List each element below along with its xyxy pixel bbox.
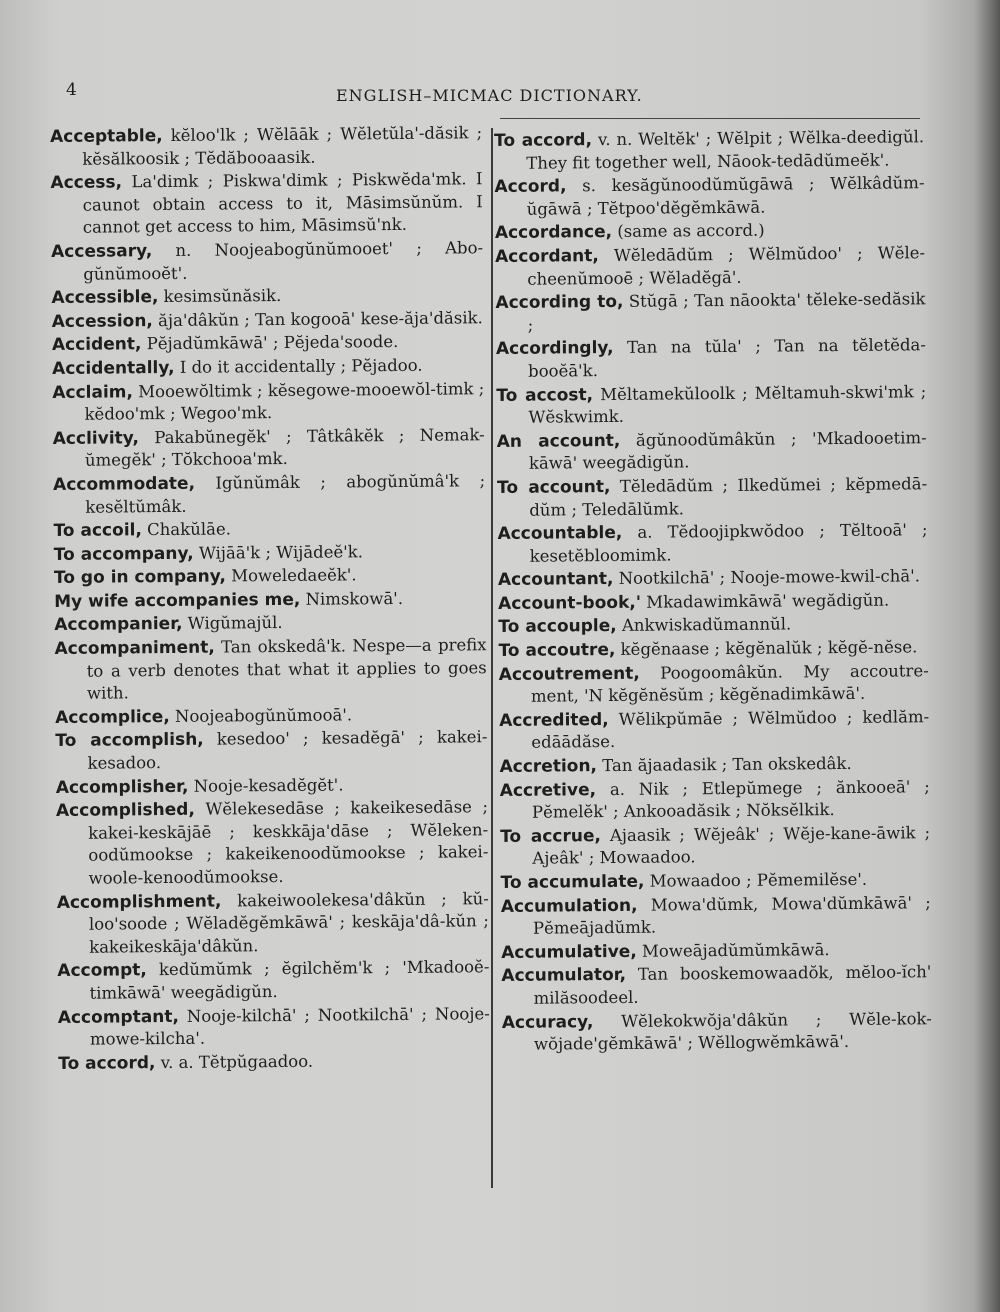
- dictionary-entry: [497, 427, 927, 476]
- definition: I do it accidentally ; Pĕjadoo.: [179, 355, 423, 377]
- headword: Acceptable,: [50, 126, 163, 147]
- definition: Ajaasik ; Wĕjeâk' ; Wĕje-kane-āwik ; Ajeâk' ; Mowaadoo.: [532, 823, 931, 869]
- definition: Tan ăjaadasik ; Tan okskedâk.: [602, 753, 852, 776]
- right-column: [494, 126, 932, 1057]
- headword: Accomptant,: [57, 1006, 180, 1028]
- headword: Accessible,: [51, 287, 159, 309]
- headword: Account-book,': [498, 592, 642, 614]
- dictionary-entry: [51, 283, 483, 309]
- definition: kĕloo'lk ; Wĕlāāk ; Wĕletŭla'-dăsik ; kĕsălkoosik ; Tĕdăbooaasik.: [82, 123, 483, 169]
- dictionary-entry: [497, 473, 927, 522]
- headword: My wife accompanies me,: [54, 589, 301, 612]
- definition: v. a. Tĕtpŭgaadoo.: [160, 1051, 314, 1072]
- definition: Chakŭlāe.: [147, 519, 232, 540]
- headword: Accordant,: [495, 246, 599, 267]
- definition: Wĕlekokwŏja'dâkŭn ; Wĕle-kok-wŏjade'gĕmkāwā' ; Wĕllogwĕmkāwā'.: [533, 1008, 932, 1054]
- dictionary-entry: [496, 381, 926, 430]
- definition: kakeiwoolekesa'dâkŭn ; kŭ-loo'soode ; Wĕladĕgĕmkāwā' ; keskāja'dâ-kŭn ; kakeikeskāja'dâkŭn.: [88, 888, 490, 957]
- dictionary-entry: [497, 519, 927, 568]
- dictionary-entry: [494, 172, 924, 221]
- dictionary-entry: [54, 563, 486, 589]
- dictionary-entry: [499, 660, 929, 709]
- headword: Accident,: [51, 334, 142, 356]
- dictionary-entry: [500, 868, 930, 894]
- dictionary-entry: [55, 727, 487, 776]
- dictionary-entry: [500, 822, 930, 871]
- definition: kesimsŭnăsik.: [163, 286, 282, 307]
- headword: To go in company,: [53, 566, 227, 589]
- headword: Accessary,: [51, 241, 153, 262]
- column-divider: [491, 128, 493, 1188]
- dictionary-entry: [501, 938, 931, 964]
- definition: Wigŭmajŭl.: [187, 613, 283, 634]
- dictionary-entry: [50, 168, 483, 240]
- headword: Accomplice,: [55, 706, 170, 728]
- dictionary-entry: [58, 1003, 490, 1052]
- definition: a. Nik ; Etlepŭmege ; ănkooeā' ; Pĕmelĕk' ; Ankooadăsik ; Nŏksĕlkik.: [531, 776, 930, 822]
- headword: Accretion,: [499, 756, 598, 778]
- definition: Mowaadoo ; Pĕmemilĕse'.: [649, 869, 868, 891]
- headword: Acclivity,: [52, 427, 140, 449]
- dictionary-entry: [495, 219, 925, 245]
- dictionary-entry: [53, 424, 485, 473]
- dictionary-entry: [55, 703, 487, 729]
- dictionary-entry: [57, 957, 489, 1006]
- definition: Wĕledādŭm ; Wĕlmŭdoo' ; Wĕle-cheenŭmooē ; Wĕladĕgā'.: [527, 243, 926, 289]
- definition: n. Noojeabogŭnŭmooet' ; Abo-gŭnŭmooĕt'.: [83, 238, 484, 284]
- dictionary-entry: [499, 706, 929, 755]
- headword: Accuracy,: [501, 1011, 594, 1033]
- definition: Nimskowā'.: [305, 588, 404, 609]
- dictionary-entry: [495, 242, 925, 291]
- definition: Tĕledādŭm ; Ilkedŭmei ; kĕpmedā-dŭm ; Teledālŭmk.: [529, 474, 928, 520]
- running-title: ENGLISH–MICMAC DICTIONARY.: [336, 86, 643, 105]
- dictionary-entry: [50, 122, 482, 171]
- definition: Mowa'dŭmk, Mowa'dŭmkāwā' ; Pĕmeājadŭmk.: [532, 892, 931, 938]
- dictionary-entry: [57, 888, 490, 960]
- headword: To accomplish,: [55, 730, 204, 752]
- definition: Tan okskedâ'k. Nespe—a prefix to a verb denotes that what it applies to goes with.: [86, 635, 487, 703]
- headword: Accession,: [51, 310, 153, 332]
- definition: kesedoo' ; kesadĕgā' ; kakei-kesadoo.: [87, 727, 488, 773]
- definition: Nootkilchā' ; Nooje-mowe-kwil-chā'.: [618, 566, 921, 589]
- headword: Accredited,: [499, 709, 609, 731]
- definition: Tan na tŭla' ; Tan na tĕletĕda-booĕā'k.: [528, 335, 926, 381]
- dictionary-entry: [496, 335, 926, 384]
- headword: Accidentally,: [52, 357, 175, 379]
- dictionary-entry: [494, 126, 924, 175]
- headword: Accumulation,: [500, 895, 638, 917]
- headword: To accord,: [494, 130, 593, 151]
- dictionary-entry: [501, 962, 931, 1011]
- dictionary-entry: [498, 613, 928, 639]
- left-column: [50, 122, 490, 1076]
- dictionary-entry: [54, 540, 486, 566]
- definition: Stŭgā ; Tan nāookta' tĕleke-sedăsik ;: [527, 289, 926, 335]
- dictionary-entry: [54, 611, 486, 637]
- definition: Pĕjadŭmkāwā' ; Pĕjeda'soode.: [146, 332, 399, 354]
- dictionary-entry: [52, 331, 484, 357]
- definition: kedŭmŭmk ; ĕgilchĕm'k ; 'Mkadooĕ-timkāwā' weegădigŭn.: [89, 957, 490, 1003]
- dictionary-entry: [498, 636, 928, 662]
- definition: Pakabŭnegĕk' ; Tâtkâkĕk ; Nemak-ŭmegĕk' ; Tŏkchooa'mk.: [84, 424, 485, 471]
- dictionary-entry: [499, 752, 929, 778]
- dictionary-entry: [498, 589, 928, 615]
- headword: To account,: [497, 476, 611, 498]
- definition: a. Tĕdoojipkwŏdoo ; Tĕltooā' ; kesetĕbloomimk.: [529, 520, 928, 566]
- dictionary-entry: [501, 892, 931, 941]
- definition: La'dimk ; Piskwa'dimk ; Piskwĕda'mk. I caunot obtain access to it, Māsimsŭnŭm. I cannot get access to him, Māsimsŭ'nk.: [82, 169, 483, 238]
- headword: To accost,: [496, 384, 594, 406]
- headword: Accordance,: [494, 222, 613, 244]
- definition: Mooewŏltimk ; kĕsegowe-mooewŏl-timk ; kĕdoo'mk ; Wegoo'mk.: [84, 378, 485, 424]
- headword: To accumulate,: [500, 871, 645, 893]
- page-number: 4: [66, 80, 77, 100]
- headword: Accommodate,: [53, 473, 196, 495]
- page-edge-shadow: [974, 0, 1000, 1312]
- definition: Nooje-kilchā' ; Nootkilchā' ; Nooje-mowe-kilcha'.: [89, 1003, 490, 1049]
- definition: Poogoomâkŭn. My accoutre-ment, 'N kĕgĕnĕsŭm ; kĕgĕnadimkāwā'.: [530, 660, 929, 706]
- headword: Accountant,: [497, 569, 614, 591]
- headword: Acclaim,: [52, 381, 134, 403]
- headword: An account,: [496, 430, 621, 452]
- headword: Accretive,: [499, 779, 597, 801]
- dictionary-entry: [53, 470, 485, 519]
- dictionary-entry: [51, 237, 483, 286]
- headword: According to,: [495, 292, 624, 314]
- headword: Accomplisher,: [55, 776, 189, 798]
- headword: Accountable,: [497, 522, 623, 545]
- dictionary-entry: [502, 1008, 932, 1057]
- definition: Mĕltamekŭloolk ; Mĕltamuh-skwi'mk ; Wĕskwimk.: [528, 381, 927, 427]
- headword: To accrue,: [500, 825, 602, 847]
- headword: To accord,: [58, 1052, 156, 1074]
- dictionary-entry: [54, 634, 487, 706]
- headword: Access,: [50, 172, 123, 194]
- headword: Accoutrement,: [498, 663, 640, 685]
- definition: (same as accord.): [617, 221, 765, 242]
- definition: Noojeabogŭnŭmooā'.: [174, 705, 353, 726]
- definition: Ankwiskadŭmannŭl.: [621, 614, 792, 636]
- headword: To accouple,: [498, 616, 617, 638]
- headword: Accord,: [494, 176, 567, 198]
- headword: Accumulative,: [501, 941, 637, 963]
- definition: v. n. Weltĕk' ; Wĕlpit ; Wĕlka-deedigŭl. They fit together well, Nāook-tedādŭmeĕk'.: [526, 127, 925, 173]
- headword: Accordingly,: [495, 338, 614, 360]
- dictionary-entry: [53, 516, 485, 542]
- headword: Accompaniment,: [54, 637, 215, 660]
- headword: Accompt,: [57, 960, 147, 982]
- definition: Moweledaeĕk'.: [231, 565, 357, 586]
- definition: Wĕlikpŭmāe ; Wĕlmŭdoo ; kedlăm-edāādăse.: [531, 707, 930, 753]
- headword: Accumulator,: [501, 965, 627, 987]
- dictionary-entry: [498, 566, 928, 592]
- definition: Wijāā'k ; Wijādeĕ'k.: [198, 541, 364, 563]
- dictionary-entry: [54, 587, 486, 613]
- headword: Accompanier,: [54, 614, 183, 636]
- headword: Accomplishment,: [56, 891, 222, 913]
- definition: Nooje-kesadĕgĕt'.: [193, 775, 344, 796]
- definition: kĕgĕnaase ; kĕgĕnalŭk ; kĕgĕ-nĕse.: [620, 637, 918, 659]
- dictionary-entry: [56, 796, 489, 890]
- definition: ăja'dâkŭn ; Tan kogooā' kese-ăja'dăsik.: [158, 307, 483, 330]
- dictionary-entry: [52, 307, 484, 333]
- definition: Igŭnŭmâk ; abogŭnŭmâ'k ; kesĕltŭmâk.: [85, 471, 486, 517]
- headword: To accoutre,: [498, 640, 616, 662]
- dictionary-entry: [495, 288, 925, 337]
- dictionary-entry: [58, 1049, 490, 1075]
- dictionary-entry: [52, 378, 484, 427]
- dictionary-entry: [56, 773, 488, 799]
- headword: Accomplished,: [55, 799, 195, 822]
- dictionary-entry: [52, 354, 484, 380]
- definition: Moweājadŭmŭmkāwā.: [641, 939, 830, 961]
- definition: Mkadawimkāwā' wegădigŭn.: [646, 590, 890, 612]
- definition: s. kesăgŭnoodŭmŭgāwā ; Wĕlkâdŭm-ŭgāwā ; Tĕtpoo'dĕgĕmkāwā.: [526, 173, 925, 219]
- headword: To accompany,: [53, 543, 194, 565]
- headword: To accoil,: [53, 520, 142, 542]
- dictionary-entry: [500, 776, 930, 825]
- definition: Wĕlekesedāse ; kakeikesedāse ; kakei-keskājāē ; keskkāja'dāse ; Wĕleken-oodŭmookse ; kakeikenoodŭmookse ; kakei-woole-kenoodŭmookse.: [88, 797, 489, 888]
- definition: ăgŭnoodŭmâkŭn ; 'Mkadooetim-kāwā' weegădigŭn.: [528, 427, 927, 474]
- header-rule: [500, 118, 920, 119]
- definition: Tan booskemowaadŏk, mĕloo-ĭch' milăsoodeel.: [533, 962, 932, 1008]
